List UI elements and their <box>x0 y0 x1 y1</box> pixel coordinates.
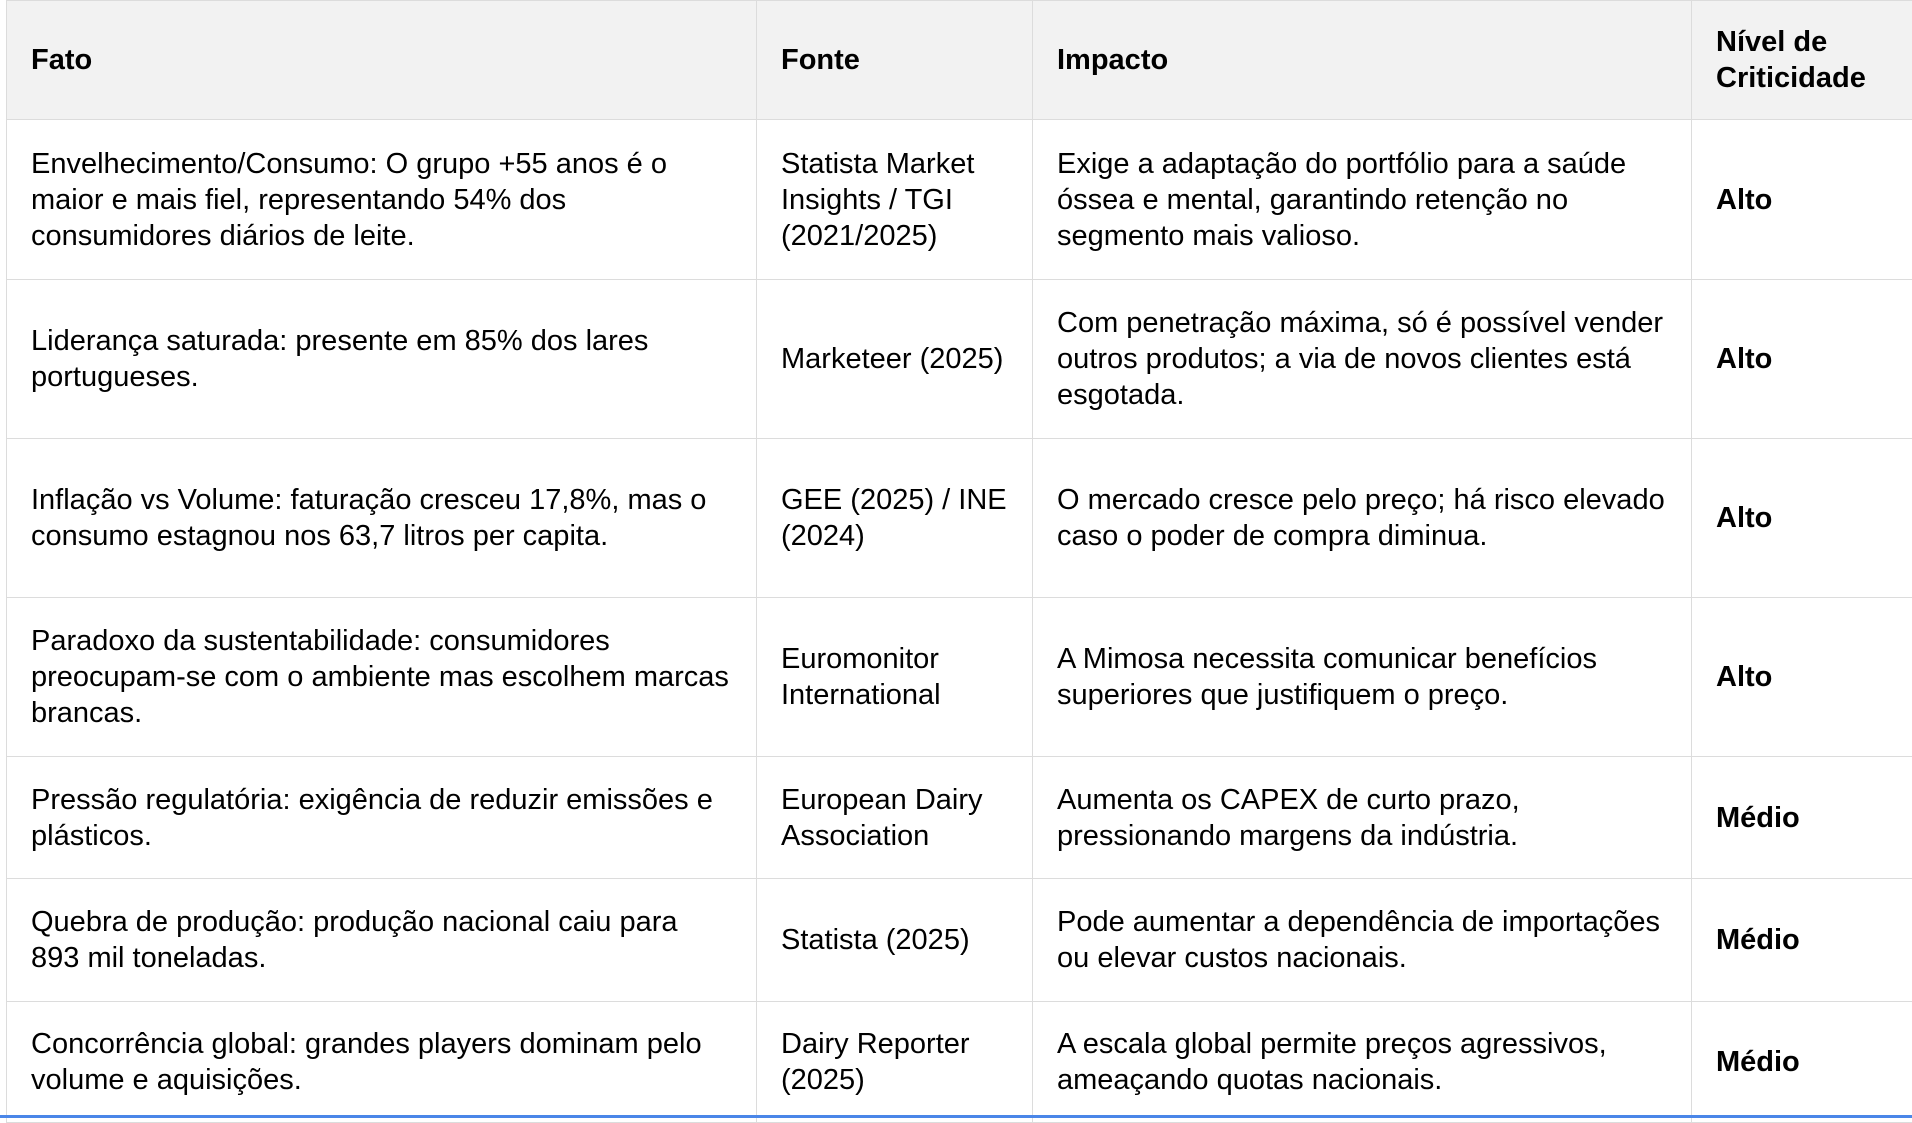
cell-impact: Aumenta os CAPEX de curto prazo, pressionando margens da indústria. <box>1033 757 1692 879</box>
cell-source: Statista (2025) <box>757 879 1033 1002</box>
table-header-row <box>7 1 1912 120</box>
cell-impact: O mercado cresce pelo preço; há risco elevado caso o poder de compra diminua. <box>1033 439 1692 598</box>
header-impact: Impacto <box>1033 1 1692 120</box>
cell-criticality: Médio <box>1692 757 1912 879</box>
cell-source: GEE (2025) / INE (2024) <box>757 439 1033 598</box>
cell-criticality: Alto <box>1692 598 1912 757</box>
cell-source: Marketeer (2025) <box>757 280 1033 439</box>
cell-criticality: Alto <box>1692 280 1912 439</box>
cell-source: European Dairy Association <box>757 757 1033 879</box>
cell-source: Dairy Reporter (2025) <box>757 1002 1033 1123</box>
facts-table-container <box>6 0 1912 1123</box>
cell-criticality: Alto <box>1692 120 1912 280</box>
cell-fact: Paradoxo da sustentabilidade: consumidores preocupam-se com o ambiente mas escolhem marcas brancas. <box>7 598 757 757</box>
header-fact: Fato <box>7 1 757 120</box>
table-row <box>7 439 1912 598</box>
table-row <box>7 598 1912 757</box>
cell-fact: Concorrência global: grandes players dominam pelo volume e aquisições. <box>7 1002 757 1123</box>
cell-impact: A Mimosa necessita comunicar benefícios superiores que justifiquem o preço. <box>1033 598 1692 757</box>
cell-fact: Inflação vs Volume: faturação cresceu 17,8%, mas o consumo estagnou nos 63,7 litros per capita. <box>7 439 757 598</box>
table-row <box>7 1002 1912 1123</box>
cell-impact: Com penetração máxima, só é possível vender outros produtos; a via de novos clientes está esgotada. <box>1033 280 1692 439</box>
cell-source: Euromonitor International <box>757 598 1033 757</box>
cell-fact: Liderança saturada: presente em 85% dos lares portugueses. <box>7 280 757 439</box>
table-row <box>7 280 1912 439</box>
cell-fact: Quebra de produção: produção nacional caiu para 893 mil toneladas. <box>7 879 757 1002</box>
table-row <box>7 879 1912 1002</box>
table-row <box>7 120 1912 280</box>
selection-bottom-border <box>0 1115 1912 1118</box>
cell-criticality: Médio <box>1692 879 1912 1002</box>
cell-source: Statista Market Insights / TGI (2021/2025) <box>757 120 1033 280</box>
table-row <box>7 757 1912 879</box>
cell-impact: Pode aumentar a dependência de importações ou elevar custos nacionais. <box>1033 879 1692 1002</box>
facts-table <box>6 0 1912 1123</box>
cell-impact: Exige a adaptação do portfólio para a saúde óssea e mental, garantindo retenção no segmento mais valioso. <box>1033 120 1692 280</box>
cell-criticality: Médio <box>1692 1002 1912 1123</box>
cell-fact: Pressão regulatória: exigência de reduzir emissões e plásticos. <box>7 757 757 879</box>
cell-fact: Envelhecimento/Consumo: O grupo +55 anos é o maior e mais fiel, representando 54% dos consumidores diários de leite. <box>7 120 757 280</box>
cell-criticality: Alto <box>1692 439 1912 598</box>
cell-impact: A escala global permite preços agressivos, ameaçando quotas nacionais. <box>1033 1002 1692 1123</box>
header-criticality: Nível de Criticidade <box>1692 1 1912 120</box>
header-source: Fonte <box>757 1 1033 120</box>
